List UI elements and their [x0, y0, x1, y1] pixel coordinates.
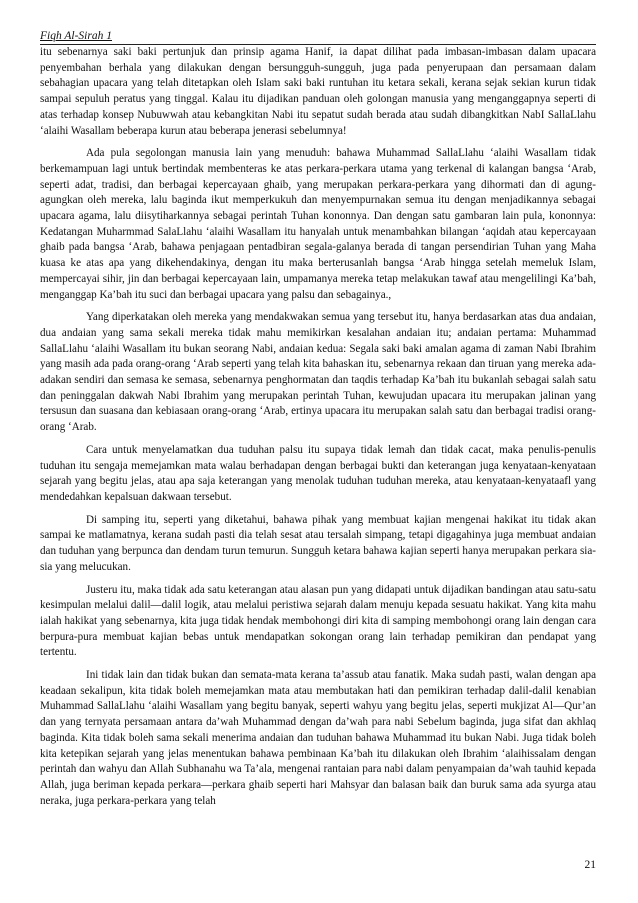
body-text	[40, 45, 596, 816]
paragraph: Cara untuk menyelamatkan dua tuduhan palsu itu supaya tidak lemah dan tidak cacat, maka penulis-penulis tuduhan itu sengaja memejamkan mata walau berhadapan dengan berbagai bukti dan keterangan juga kenyataan-kenyataan sejarah yang begitu jelas, atau apa saja keterangan yang menolak tuduhan tuduhan mereka, atau kenyataan-kenyataafl yang mendedahkan kepalsuan dakwaan tersebut.	[40, 443, 596, 503]
paragraph: Di samping itu, seperti yang diketahui, bahawa pihak yang membuat kajian mengenai hakikat itu tidak akan sampai ke matlamatnya, kerana sudah pasti dia telah sesat atau tersalah simpang, tetapi digagahinya juga membuat andaian dan tuduhan yang berpunca dan dendam turun temurun. Sungguh ketara bahawa kajian seperti hanya merupakan perkara sia-sia yang melucukan.	[40, 513, 596, 573]
paragraph-continuation: itu sebenarnya saki baki pertunjuk dan prinsip agama Hanif, ia dapat dilihat pada imbasan-imbasan dalam upacara penyembahan berhala yang dilakukan dengan bersungguh-sungguh, juga pada penyerupaan dan persamaan dalam sebahagian upacara yang telah ditetapkan oleh Islam saki baki runtuhan itu ketara sekali, kerana sejak sekian kurun tidak sampai sepuluh peratus yang tinggal. Kalau itu dijadikan panduan oleh golongan manusia yang menganggapnya seperti di atas terhadap konsep Nubuwwah atau kebangkitan Nabi itu sepatut sudah berada atau sudah dibangkitkan NabI SallaLlahu ‘alaihi Wasallam beberapa kurun atau beberapa jenerasi sebelumnya!	[40, 46, 596, 137]
paragraph: Yang diperkatakan oleh mereka yang mendakwakan semua yang tersebut itu, hanya berdasarkan atas dua andaian, dua andaian yang sama sekali mereka tidak mahu memikirkan kesalahan andaian itu; andaian pertama: Muhammad SallaLlahu ‘alaihi Wasallam itu bukan seorang Nabi, andaian kedua: Segala saki baki amalan agama di zaman Nabi Ibrahim yang masih ada pada orang-orang ‘Arab seperti yang telah kita bahaskan itu, sebenarnya rekaan dan tiruan yang mereka ada-adakan sendiri dan semasa ke semasa, sebenarnya penghormatan dan taqdis terhadap Ka’bah itu bukanlah sebagai salah satu dan peninggalan dakwah Nabi Ibrahim yang merupakan perintah Tuhan, kewujudan upacara itu merupakan jalinan yang tersusun dan suasana dan kebiasaan orang-orang ‘Arab, ertinya upacara itu merupakan salah satu dan berbagai tradisi orang-orang ‘Arab.	[40, 311, 596, 434]
paragraph: Ada pula segolongan manusia lain yang menuduh: bahawa Muhammad SallaLlahu ‘alaihi Wasallam tidak berkemampuan lagi untuk bertindak membenteras ke atas perkara-perkara utama yang terkenal di kalangan bangsa ‘Arab, seperti adat, tradisi, dan berbagai kepercayaan ghaib, yang merupakan perkara-perkara yang dihormati dan di agung-agungkan oleh mereka, lalu baginda ikut memperkukuh dan menyempurnakan semua itu dengan menjadikannya sebagai upacara agama, lalu diisytiharkannya sebagai perintah Tuhan kononnya. Dan dengan satu gambaran lain pula, kononnya: Kedatangan Muharmmad SalaLlahu ‘alaihi Wasallam itu hanyalah untuk menambahkan bilangan ‘aqidah atau kepercayaan ghaib pada bangsa ‘Arab, bahawa penjagaan pentadbiran segala-galanya berada di tangan persendirian Tuhan yang Maha kuasa ke atas apa yang dikehendakinya, dengan itu maka berterusanlah bangsa ‘Arab hingga setelah memeluk Islam, mempercayai sihir, jin dan berbagai kepercayaan lain, umpamanya mereka tetap melakukan tawaf atau mengelilingi Ka’bah, menganggap Ka’bah itu suci dan berbagai upacara yang palsu dan sebagainya.,	[40, 147, 596, 301]
running-header-title: Fiqh Al-Sirah 1	[40, 30, 112, 42]
page-number: 21	[584, 859, 596, 871]
paragraph: Justeru itu, maka tidak ada satu keterangan atau alasan pun yang didapati untuk dijadikan bandingan atau satu-satu kesimpulan melalui dalil—dalil logik, atau melalui peristiwa sejarah dalam menuju kepada sesuatu hakikat. Yang kita mahu ialah hakikat yang sebenarnya, kita juga tidak hendak membohongi diri kita di samping membohongi orang lain dengan cara berpura-pura membuat kajian bebas untuk mendapatkan sokongan orang lain terhadap pemikiran dan pendapat yang tertentu.	[40, 583, 596, 659]
paragraph: Ini tidak lain dan tidak bukan dan semata-mata kerana ta’assub atau fanatik. Maka sudah pasti, walan dengan apa keadaan sekalipun, kita tidak boleh memejamkan mata atau membutakan hati dan pemikiran terhadap dalil-dalil kenabian Muhammad SallaLlahu ‘alaihi Wasallam yang begitu banyak, seperti wahyu yang begitu jelas, seperti mukjizat Al—Qur’an dan yang ternyata persamaan antara da’wah Muhammad dengan da’wah para nabi Sebelum baginda, juga sifat dan akhlaq baginda. Kita tidak boleh sama sekali menerima andaian dan tuduhan bahawa Muhammad itu bukan Nabi. Juga tidak boleh kita ketepikan sejarah yang jelas menentukan bahawa pembinaan Ka’bah itu dilakukan oleh Ibrahim ‘alaihissalam dengan perintah dan wahyu dan Allah Subhanahu wa Ta’ala, mengenai rantaian para nabi dalam penyampaian da’wah tauhid kepada Allah, juga beriman kepada perkara—perkara ghaib seperti hari Mahsyar dan balasan baik dan buruk sama ada syurga atau neraka, juga perkara-perkara yang telah	[40, 669, 596, 807]
